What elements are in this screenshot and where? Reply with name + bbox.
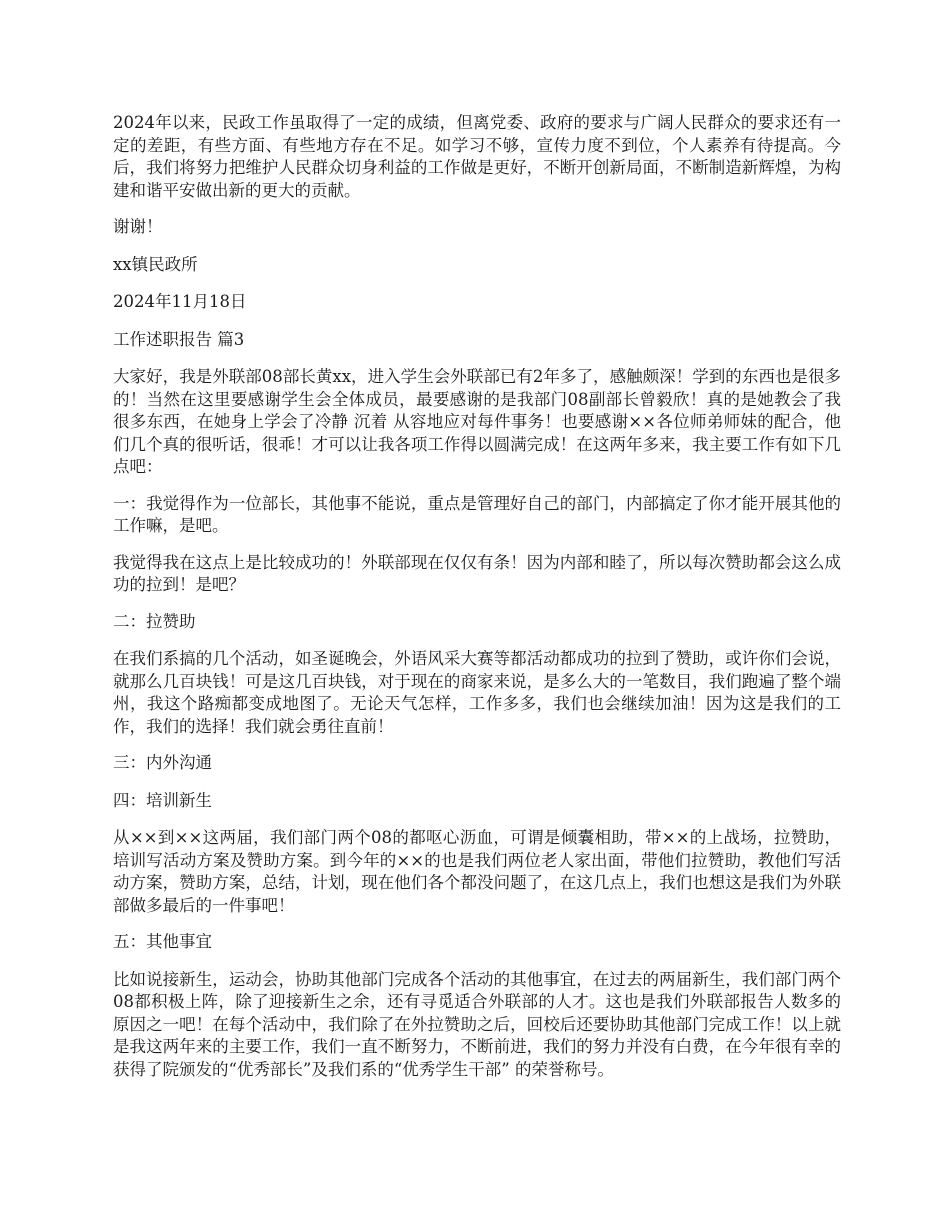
point-three-heading: 三：内外沟通 (113, 753, 212, 772)
signature-organization: xx镇民政所 (113, 254, 198, 274)
intro-paragraph: 大家好，我是外联部08部长黄xx，进入学生会外联部已有2年多了，感触颇深！学到的东西也是很多的！当然在这里要感谢学生会全体成员，最要感谢的是我部门08副部长曾毅欣！真的是她教会了我很多东西，在她身上学会了冷静 沉着 从容地应对每件事务！也要感谢××各位师弟师妹的配合，他们几个真的很听话，很乖！才可以让我各项工作得以圆满完成！在这两年多来，我主要工作有如下几点吧： (113, 367, 841, 476)
closing-paragraph: 2024年以来，民政工作虽取得了一定的成绩，但离党委、政府的要求与广阔人民群众的要求还有一定的差距，有些方面、有些地方存在不足。如学习不够，宣传力度不到位，个人素养有待提高。今后，我们将努力把维护人民群众切身利益的工作做是更好，不断开创新局面，不断制造新辉煌，为构建和谐平安做出新的更大的贡献。 (113, 113, 841, 200)
point-one-paragraph: 一：我觉得作为一位部长，其他事不能说，重点是管理好自己的部门，内部搞定了你才能开展其他的工作嘛，是吧。 (113, 493, 841, 535)
document-body (113, 112, 841, 1095)
thanks-line: 谢谢！ (113, 217, 163, 236)
point-one-detail: 我觉得我在这点上是比较成功的！外联部现在仅仅有条！因为内部和睦了，所以每次赞助都会这么成功的拉到！是吧？ (113, 552, 841, 594)
point-two-paragraph: 在我们系搞的几个活动，如圣诞晚会，外语风采大赛等都活动都成功的拉到了赞助，或许你们会说，就那么几百块钱！可是这几百块钱，对于现在的商家来说，是多么大的一笔数目，我们跑遍了整个端州，我这个路痴都变成地图了。无论天气怎样，工作多多，我们也会继续加油！因为这是我们的工作，我们的选择！我们就会勇往直前！ (113, 649, 841, 736)
point-two-heading: 二：拉赞助 (113, 611, 196, 631)
section-heading: 工作述职报告 篇3 (113, 329, 245, 349)
point-four-heading: 四：培训新生 (113, 790, 212, 810)
point-five-heading: 五：其他事宜 (113, 932, 212, 951)
point-four-paragraph: 从××到××这两届，我们部门两个08的都呕心沥血，可谓是倾囊相助，带××的上战场，拉赞助，培训写活动方案及赞助方案。到今年的××的也是我们两位老人家出面，带他们拉赞助，教他们写活动方案，赞助方案，总结，计划，现在他们各个都没问题了，在这几点上，我们也想这是我们为外联部做多最后的一件事吧！ (113, 828, 841, 915)
signature-date: 2024年11月18日 (113, 292, 247, 311)
point-five-paragraph: 比如说接新生，运动会，协助其他部门完成各个活动的其他事宜，在过去的两届新生，我们部门两个08都积极上阵，除了迎接新生之余，还有寻觅适合外联部的人才。这也是我们外联部报告人数多的原因之一吧！在每个活动中，我们除了在外拉赞助之后，回校后还要协助其他部门完成工作！以上就是我这两年来的主要工作，我们一直不断努力，不断前进，我们的努力并没有白费，在今年很有幸的获得了院颁发的“优秀部长”及我们系的“优秀学生干部” 的荣誉称号。 (113, 969, 841, 1079)
